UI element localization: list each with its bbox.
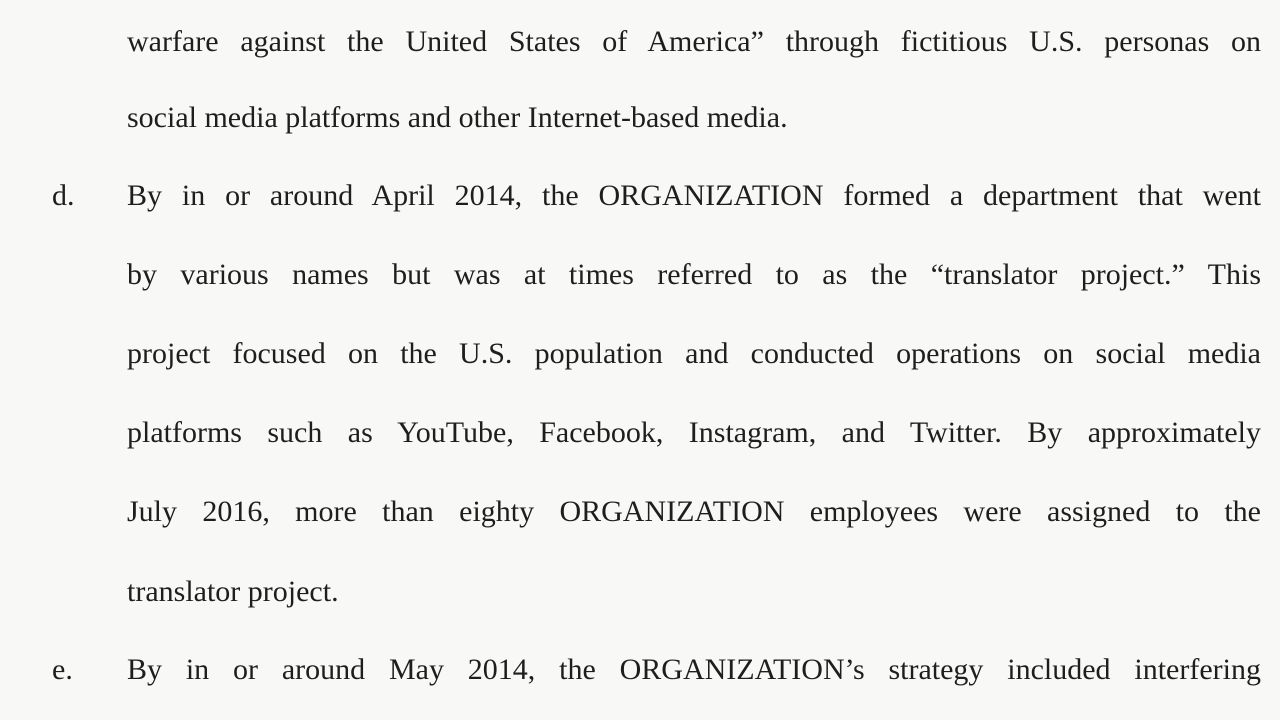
- text-line: By in or around May 2014, the ORGANIZATION’s strategy included interfering: [127, 653, 1261, 686]
- text-line: July 2016, more than eighty ORGANIZATION employees were assigned to the: [127, 495, 1261, 528]
- text-line: By in or around April 2014, the ORGANIZATION formed a department that went: [127, 179, 1261, 212]
- text-line: translator project.: [127, 575, 339, 608]
- text-line: project focused on the U.S. population and conducted operations on social media: [127, 337, 1261, 370]
- text-line: social media platforms and other Internet-based media.: [127, 101, 788, 134]
- text-line: warfare against the United States of America” through fictitious U.S. personas on: [127, 25, 1261, 58]
- paragraph-marker-e: e.: [52, 653, 73, 686]
- text-line: platforms such as YouTube, Facebook, Instagram, and Twitter. By approximately: [127, 416, 1261, 449]
- text-line: by various names but was at times referred to as the “translator project.” This: [127, 258, 1261, 291]
- paragraph-marker-d: d.: [52, 179, 75, 212]
